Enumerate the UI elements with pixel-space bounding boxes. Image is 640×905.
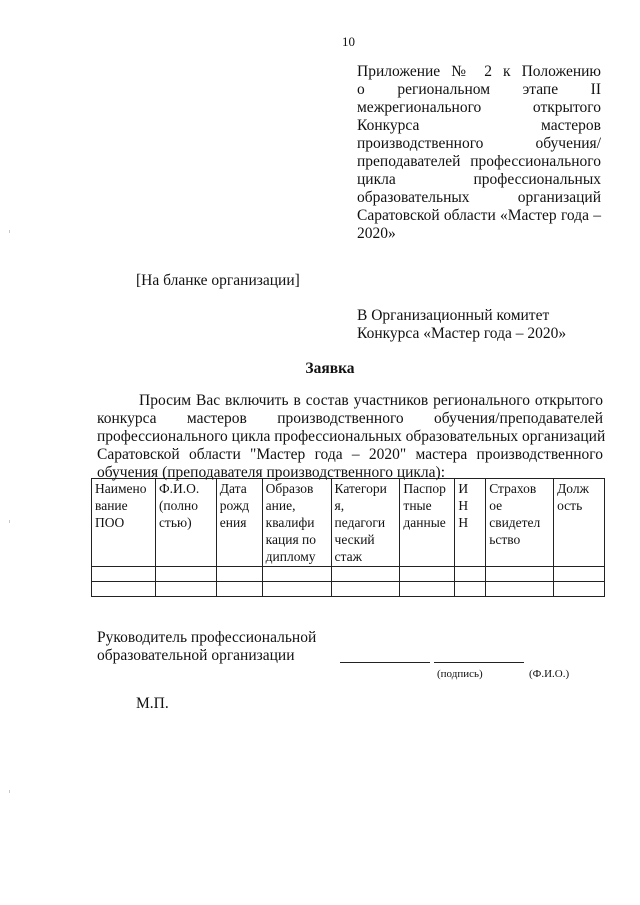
appendix-line: Саратовской области «Мастер года – [357,207,601,224]
header-cell-fio: Ф.И.О. (полно стью) [155,479,216,567]
header-cell-insurance: Страхов ое свидетел ьство [486,479,554,567]
name-caption: (Ф.И.О.) [529,668,570,680]
page-number: 10 [342,34,355,49]
signature-label: Руководитель профессиональной образовательной организации [97,629,317,664]
header-cell-birthdate: Дата рожд ения [216,479,262,567]
addressee-line: Конкурса «Мастер года – 2020» [357,325,567,342]
name-line [434,662,524,663]
header-cell-position: Долж ость [554,479,605,567]
appendix-line: цикла профессиональных [357,171,601,188]
paragraph-line: Саратовской области "Мастер года – 2020" мастера производственного [97,446,603,463]
appendix-line: преподавателей профессионального [357,153,601,170]
addressee-line: В Организационный комитет [357,307,550,324]
paragraph-line: конкурса мастеров производственного обучения/преподавателей [97,410,603,427]
table-row [92,567,605,582]
header-cell-education: Образов ание, квалифи кация по диплому [262,479,331,567]
header-cell-passport: Паспор тные данные [400,479,455,567]
appendix-line: межрегионального открытого [357,99,601,116]
signature-caption: (подпись) [437,668,483,680]
scan-mark [9,520,10,523]
appendix-heading [357,63,601,243]
paragraph-line: Просим Вас включить в состав участников регионального открытого [139,392,603,409]
appendix-line: о региональном этапе II [357,81,601,98]
scan-mark [9,230,10,233]
document-title: Заявка [305,360,355,377]
signature-line [340,662,430,663]
paragraph-line: профессионального цикла профессиональных образовательных организаций [97,428,606,445]
addressee [357,307,566,343]
letterhead-note: [На бланке организации] [136,272,300,289]
paragraph-line: обучения (преподавателя производственного цикла): [97,464,446,481]
scan-mark [9,790,10,793]
appendix-line: Приложение № 2 к Положению [357,63,601,80]
stamp-placeholder: М.П. [136,695,169,712]
table-header-row [92,479,605,567]
table-row [92,582,605,597]
appendix-line: образовательных организаций [357,189,601,206]
appendix-line: производственного обучения/ [357,135,601,152]
header-cell-inn: И Н Н [455,479,486,567]
appendix-line: 2020» [357,225,396,242]
request-paragraph [97,392,606,482]
header-cell-category: Категори я, педагоги ческий стаж [331,479,400,567]
participants-table [91,478,605,597]
appendix-line: Конкурса мастеров [357,117,601,134]
header-cell-poo: Наимено вание ПОО [92,479,156,567]
